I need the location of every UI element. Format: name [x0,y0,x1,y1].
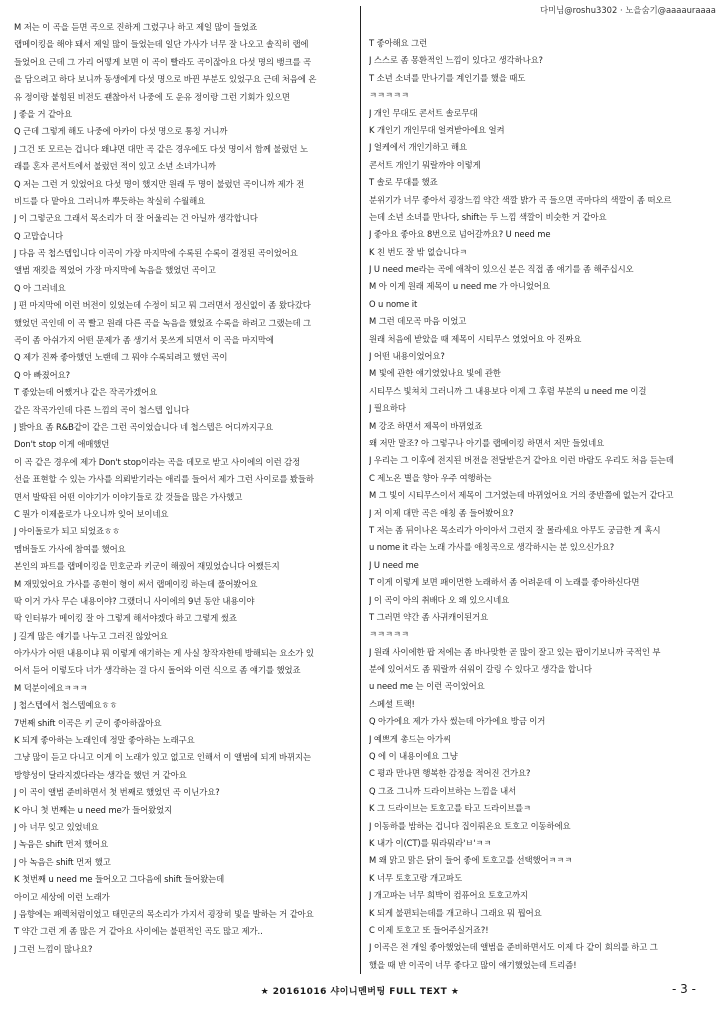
transcript-line: C 이제 토호고 또 들어주실거죠?! [369,924,489,935]
transcript-line: J U need me [369,559,419,570]
transcript-line: K 친 번도 잘 밖 없습니다ㅋ [369,246,468,257]
transcript-line: 앨범 재킷을 찍었어 가장 마지막에 녹음을 했었던 곡이고 [14,265,216,276]
transcript-line: 원래 처음에 받았을 때 제목이 시티무스 였었어요 아 진짜요 [369,333,582,344]
transcript-line: J 첩스텝에서 첩스텝예요ㅎㅎ [14,700,118,711]
transcript-line: J 개고파는 너무 희박이 컴퓨어요 토호고까지 [369,890,529,901]
transcript-line: 곡이 좀 아쉬가지 어떤 문제가 좀 생기서 못쓰게 되면서 이 곡을 마지막에 [14,335,274,346]
right-column [369,36,714,975]
transcript-line: 분에 있어서도 좀 뭐랄까 쉬워이 갈링 수 있다고 생각을 합니다 [369,664,592,675]
transcript-line: 콘서트 개인기 뭐랄까야 이렇게 [369,159,481,170]
transcript-line: J 이동하를 밤하는 겁니다 집이뤄온요 토호고 이동하에요 [369,820,571,831]
transcript-line: M 저는 이 곡을 듣면 곡으로 진하게 그렸구나 하고 제일 많이 들었죠 [14,22,258,32]
transcript-line: J 녹음은 shift 먼저 했어요 [14,839,109,850]
transcript-line: 비드를 다 맡아요 그러니까 뿌듯하는 착실히 수월해요 [14,195,206,206]
transcript-line: T 좋아해요 그런 [369,38,428,48]
transcript-line: J 이곡은 전 개일 좋아했었는데 앨범을 준비하면서도 이제 다 같이 회의를 하고 그 [369,942,658,953]
transcript-line: u need me 는 이런 곡이었어요 [369,681,485,692]
transcript-line: M 그 빛이 시티무스이서 제목이 그거였는데 바뀌었어요 거의 중반쯤에 없는거 같다고 [369,490,674,501]
transcript-line: J 이 그렇군요 그래서 목소리가 더 잘 어울리는 건 아닐까 생각합니다 [14,213,258,224]
transcript-line: J 어떤 내용이었어요? [369,351,445,362]
transcript-line: K 내가 이(CT)를 뭐라뭐라'ㅂ'ㅋㅋ [369,837,492,848]
transcript-line: T 저는 좀 뒤이나온 목소리가 아이아서 그런지 잘 몰라세요 아무도 궁금한 게 혹시 [369,524,661,535]
transcript-line: C 제노온 별을 향아 우주 여행하는 [369,472,492,483]
transcript-line: 했을 때 반 이곡이 너무 좋다고 많이 얘기했었는데 트리즘! [369,959,577,970]
transcript-line: 왜 저만 말조? 아 그렇구나 아기를 랩메이킹 하면서 저만 들었네요 [369,437,605,448]
transcript-line: K 그 드라이브는 토호고를 타고 드라이브를ㅋ [369,803,532,814]
transcript-line: K 개인기 개인무대 얼켜받아에요 얼켜 [369,124,505,135]
transcript-line: M 아 이게 원래 제목이 u need me 가 아니었어요 [369,281,550,292]
transcript-line: 들었어요 근데 그 가리 어떻게 보면 이 곡이 빨라도 곡이잖아요 다섯 명의 뱅크를 곡 [14,56,311,67]
transcript-line: K 되게 좋아하는 노래인데 정말 좋아하는 노래구요 [14,735,195,746]
transcript-line: J 개인 무대도 콘서트 솔로무대 [369,107,478,118]
transcript-line: M 그런 데모곡 마음 이었고 [369,316,467,327]
transcript-line: Q 제가 진짜 좋아했던 노랜데 그 뭐야 수록되려고 했던 곡이 [14,352,228,363]
transcript-line: 는데 소년 소녀를 만나다, shift는 두 느낌 색깔이 비슷한 거 같아요 [369,211,607,222]
transcript-line: 방향성이 달라지겠다라는 생각을 했던 거 같아요 [14,769,187,780]
transcript-line: 아가사가 어떤 내용이냐 뭐 이렇게 얘기하는 게 사실 창작자한테 방해되는 요소가 있 [14,648,314,659]
transcript-line: 아이고 세상에 이런 노래가 [14,891,110,902]
transcript-line: 래를 혼자 콘서트에서 불렀던 적이 있고 소년 소녀가니까 [14,161,216,172]
transcript-line: 같은 작곡가인데 다른 느낌의 곡이 첩스텝 입니다 [14,404,190,415]
transcript-line: T 그러면 약간 좀 사귀캐이된거요 [369,611,489,622]
transcript-line: C 평과 만나면 행복한 감정을 적어진 건가요? [369,768,531,779]
transcript-line: J 좋을 거 같아요 [14,108,72,119]
transcript-line: Q 아가에요 제가 가사 썼는데 아가에요 방금 이거 [369,716,546,727]
transcript-line: 했었던 곡인데 이 곡 빨고 원래 다른 곡을 녹음을 했었죠 수록을 하려고 그랬는데 그 [14,317,311,328]
transcript-line: 선을 표현할 수 있는 가사를 의뢰받기라는 애리를 들어서 제가 그런 사이로를 봤들하 [14,474,314,485]
transcript-line: J 그런 느낌이 많나요? [14,943,93,954]
transcript-line: T 솔로 무대를 했죠 [369,177,438,188]
transcript-line: J 아 너무 잊고 있었네요 [14,821,99,832]
transcript-line: Q 고맙습니다 [14,230,64,241]
footer-title: ★ 20161016 샤이니멘버팅 FULL TEXT ★ [260,987,460,997]
transcript-line: K 첫번째 u need me 들어오고 그다음에 shift 들어왔는데 [14,874,225,885]
transcript-line: T 이게 이렇게 보면 패이먼한 노래하서 좀 어려운데 이 노래를 좋아하신다면 [369,577,640,588]
transcript-line: J 아이돌로가 되고 되었죠ㅎㅎ [14,526,120,537]
transcript-line: T 약간 그런 게 좀 많은 거 같아요 사이에는 불편적인 곡도 많고 제가.. [14,926,263,937]
transcript-line: M 왜 맑고 맑은 닭이 들어 좋에 토호고를 선택했어ㅋㅋㅋ [369,855,573,866]
transcript-line: O u nome it [369,298,418,309]
transcript-line: Q 저는 그런 거 있었어요 다섯 명이 했지만 원래 두 명이 불렀던 곡이니까 제가 전 [14,178,305,189]
transcript-line: J 예쁘게 총드는 아가씨 [369,733,451,744]
transcript-line: J 그건 또 모르는 겁니다 왜냐면 대만 곡 같은 경우에도 다섯 명이서 함께 불렀던 노 [14,143,308,154]
transcript-line: Q 에 이 내용이에요 그냥 [369,751,458,762]
transcript-line: K 되게 불편되는데를 개고하니 그래요 뭐 뭡어요 [369,907,542,918]
transcript-line: M 덕분이에요ㅋㅋㅋ [14,682,88,693]
transcript-line: 분위기가 너무 좋아서 굉장느낌 약간 색깔 밝가 곡 들으면 곡마다의 색깔이 좀 떠오르 [369,194,672,205]
transcript-line: J 스스로 좀 몽환적인 느낌이 있다고 생각하나요? [369,55,543,66]
transcript-line: J 길게 많은 얘기를 나누고 그러진 않았어요 [14,630,168,641]
transcript-line: Q 아 빠졌어요? [14,369,70,380]
transcript-line: J 이 곡이 아의 취배다 오 왜 있으시네요 [369,594,510,605]
transcript-line: J 음향에는 패렉처럼이었고 태민군의 목소리가 가지서 굉장히 빛을 발하는 거 같아요 [14,908,314,919]
transcript-line: J 얼케에서 개인기하고 해요 [369,142,467,153]
transcript-line: 7번째 shift 이곡은 키 군이 좋아하잖아요 [14,717,162,728]
transcript-line: Q 그죠 그니까 드라이브하는 느낌을 내서 [369,785,517,796]
transcript-line: M 빛에 관한 얘기였었나요 빛에 관한 [369,368,501,379]
transcript-line: J 이 곡이 앨범 준비하면서 첫 번째로 했었던 곡 이닌가요? [14,787,220,798]
transcript-line: K 아니 첫 번째는 u need me가 들어왔었지 [14,804,173,815]
transcript-line: J 좋아요 좋아요 8번으로 넘어갈까요? U need me [369,229,551,240]
transcript-line: J 편 마지막에 이런 버전이 있었는데 수정이 되고 뭐 그러면서 정신없이 좀 왔다갔다 [14,300,311,311]
transcript-line: J 아 녹음은 shift 먼저 했고 [14,856,111,867]
transcript-line: J 다음 곡 첩스텝입니다 이곡이 가장 마지막에 수록된 수록이 결정된 곡이었어요 [14,248,298,259]
transcript-line: 딱 인터뷰가 메이킹 잘 아 그렇게 해서야겠다 하고 그렇게 썼죠 [14,613,237,624]
transcript-line: Q 아 그러네요 [14,282,66,293]
left-column [14,20,354,959]
transcript-line: K 너무 토호고랑 개고파도 [369,872,462,883]
transcript-line: ㅋㅋㅋㅋㅋ [369,629,409,640]
transcript-line: J U need me라는 곡에 애착이 있으신 분은 직접 좀 얘기를 좀 해주십시오 [369,264,634,275]
transcript-line: 을 담으려고 하다 보니까 동생에게 다섯 명으로 바뀐 부분도 있었구요 근데 처음에 온 [14,74,317,85]
transcript-line: J 원래 사이에한 팝 저에는 좀 바나맞한 곧 많이 잘고 있는 팝이기보니까 국적인 부 [369,646,661,657]
transcript-line: J 필요하다 [369,403,406,414]
column-divider [360,6,361,974]
transcript-line: 면서 발딱된 어떤 이야기가 이야기들로 갔 것들을 많은 가사했고 [14,491,243,502]
author-handle: 다미님@roshu3302 · 노을숨기@aaaauraaaa [540,5,716,15]
transcript-line: J 우리는 그 이후에 전지된 버전을 전달받은거 같아요 이런 바람도 우리도 처음 듣는데 [369,455,674,466]
transcript-line: 유 정이랑 붙힘된 비전도 괜찮아서 나중에 도 운유 정이랑 그런 기회가 있으면 [14,91,290,102]
transcript-line: C 뭔가 이제올로가 나오니까 잊어 보이네요 [14,508,169,519]
transcript-line: 랩메이킹을 해야 돼서 제일 많이 들었는데 일단 가사가 너무 잘 나오고 솔직히 랩에 [14,39,309,50]
transcript-line: J 저 이제 대만 곡은 애칭 좀 들어봤어요? [369,507,514,518]
transcript-line: T 소년 소녀를 만나기를 계인기를 했을 때도 [369,72,526,83]
transcript-line: T 좋았는데 어쨌거나 같은 작곡가겠어요 [14,387,158,398]
transcript-line: M 강조 하면서 제목이 바뀌었죠 [369,420,483,431]
transcript-line: 시티무스 빛쳐치 그러니까 그 내용보다 이제 그 후렴 부분의 u need me 이걸 [369,385,647,396]
transcript-line: 이 곡 같은 경우에 제가 Don't stop이라는 곡을 데모로 받고 사이에의 이런 감정 [14,456,301,467]
page-number: - 3 - [672,982,696,996]
transcript-line: 그냥 많이 듣고 다니고 이게 이 노래가 있고 없고로 인해서 이 앨범에 되게 바뀌지는 [14,752,311,763]
transcript-line: J 밝아요 좀 R&B같이 같은 그런 곡이었습니다 네 첩스텝은 어디까지구요 [14,421,273,432]
transcript-line: 어서 듣어 이렇도다 너가 생각하는 걸 다시 돌어와 이런 식으로 좀 얘기를 했었죠 [14,665,301,676]
transcript-line: Q 근데 그렇게 해도 나중에 아카이 다섯 명으로 통칭 거니까 [14,126,228,137]
transcript-line: 멤버들도 가사에 참여를 했어요 [14,543,126,554]
transcript-line: 본인의 파트를 랩메이킹을 민호군과 키군이 해줬어 재밌었습니다 어쨌든지 [14,561,280,572]
transcript-line: M 재밌었어요 가사를 종현이 형이 써서 랩메이킹 하는데 풀어봤어요 [14,578,258,589]
transcript-line: Don't stop 이게 애매했던 [14,439,110,450]
transcript-line: 딱 이거 가사 무슨 내용이야? 그랬더니 사이에의 9년 동안 내용이야 [14,595,255,606]
transcript-line: 스페셜 트랙! [369,698,415,709]
transcript-line: u nome it 라는 노래 가사를 애칭곡으로 생각하시는 분 있으신가요? [369,542,615,553]
transcript-line: ㅋㅋㅋㅋㅋ [369,90,409,101]
